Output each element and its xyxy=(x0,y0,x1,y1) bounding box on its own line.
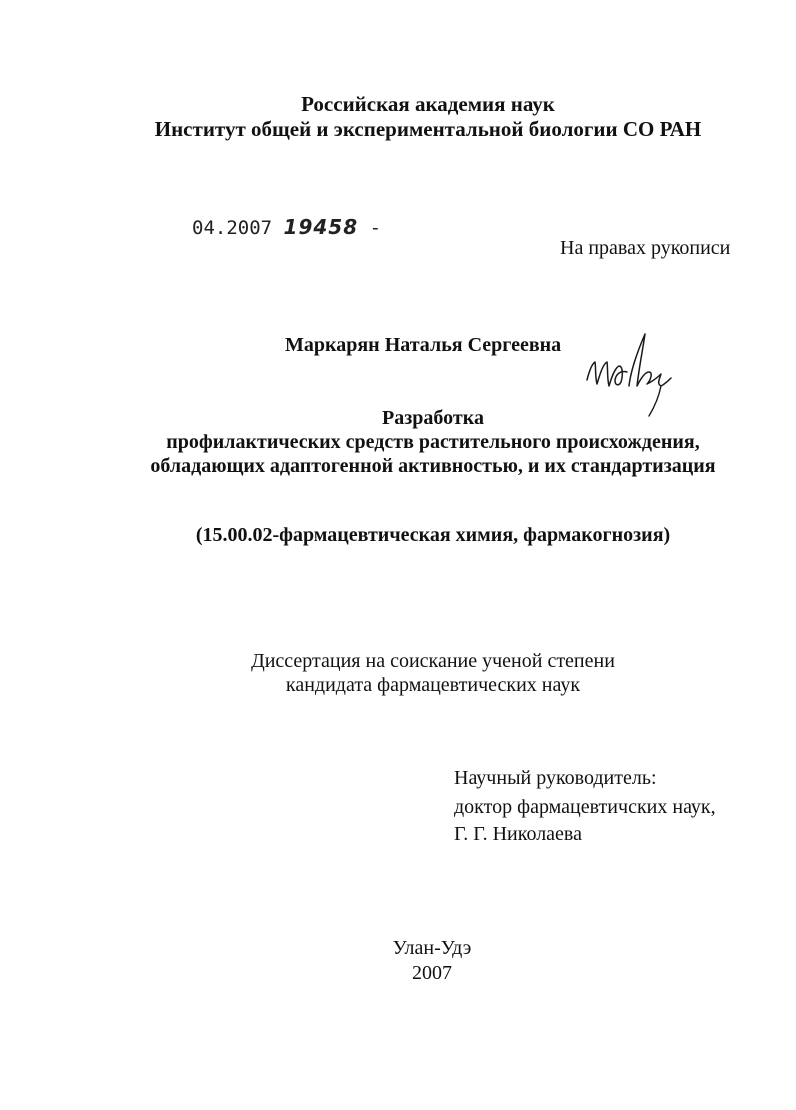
institute-name: Институт общей и экспериментальной биологии СО РАН xyxy=(154,117,702,141)
specialty-code: (15.00.02-фармацевтическая химия, фармакогнозия) xyxy=(195,524,671,546)
dissertation-line-1: Диссертация на соискание ученой степени xyxy=(251,650,615,672)
rights-note: На правах рукописи xyxy=(560,237,731,259)
supervisor-name: Г. Г. Николаева xyxy=(454,823,582,845)
academy-name: Российская академия наук xyxy=(301,92,555,116)
stamp-suffix: - xyxy=(369,217,382,239)
title-line-2: профилактических средств растительного происхождения, xyxy=(166,431,700,453)
stamp-number: 19458 xyxy=(283,215,359,239)
stamp-date-code: 04.2007 xyxy=(192,217,273,239)
city: Улан-Удэ xyxy=(392,937,472,959)
year: 2007 xyxy=(412,962,452,984)
author-name: Маркарян Наталья Сергеевна xyxy=(285,334,562,356)
dissertation-line-2: кандидата фармацевтических наук xyxy=(285,674,581,696)
supervisor-degree: доктор фармацевтичских наук, xyxy=(454,796,716,818)
title-line-3: обладающих адаптогенной активностью, и их стандартизация xyxy=(150,455,716,477)
library-stamp xyxy=(192,215,381,239)
title-line-1: Разработка xyxy=(382,407,484,429)
supervisor-label: Научный руководитель: xyxy=(454,767,657,789)
